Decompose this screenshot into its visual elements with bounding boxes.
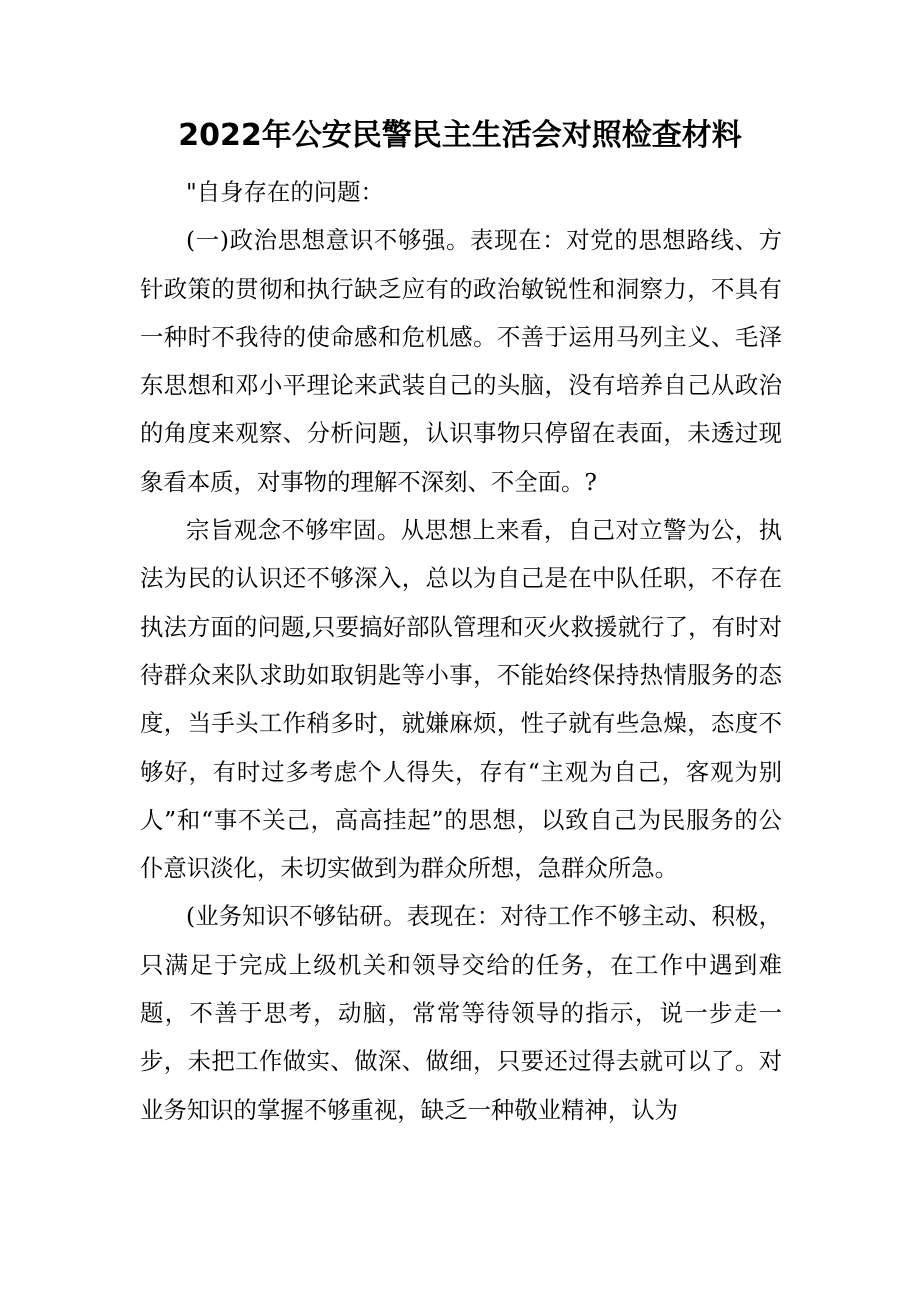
paragraph-intro: "自身存在的问题： [186,178,384,206]
document-body [140,168,782,1134]
paragraph-political-awareness: (一)政治思想意识不够强。表现在：对党的思想路线、方针政策的贯彻和执行缺乏应有的政治敏锐性和洞察力，不具有一种时不我待的使命感和危机感。不善于运用马列主义、毛泽东思想和邓小平理论来武装自己的头脑，没有培养自己从政治的角度来观察、分析问题，认识事物只停留在表面，未透过现象看本质，对事物的理解不深刻、不全面。? [140,226,782,496]
document-title: 2022年公安民警民主生活会对照检查材料 [178,118,742,153]
paragraph-service-concept: 宗旨观念不够牢固。从思想上来看，自己对立警为公，执法为民的认识还不够深入，总以为自己是在中队任职，不存在执法方面的问题,只要搞好部队管理和灭火救援就行了，有时对待群众来队求助如取钥匙等小事，不能始终保持热情服务的态度，当手头工作稍多时，就嫌麻烦，性子就有些急燥，态度不够好，有时过多考虑个人得失，存有“主观为自己，客观为别人”和“事不关己，高高挂起”的思想，以致自己为民服务的公仆意识淡化，未切实做到为群众所想，急群众所急。 [140,516,782,883]
paragraph-professional-knowledge: (业务知识不够钻研。表现在：对待工作不够主动、积极，只满足于完成上级机关和领导交给的任务，在工作中遇到难题，不善于思考，动脑，常常等待领导的指示，说一步走一步，未把工作做实、做深、做细，只要还过得去就可以了。对业务知识的掌握不够重视，缺乏一种敬业精神，认为 [140,902,782,1124]
